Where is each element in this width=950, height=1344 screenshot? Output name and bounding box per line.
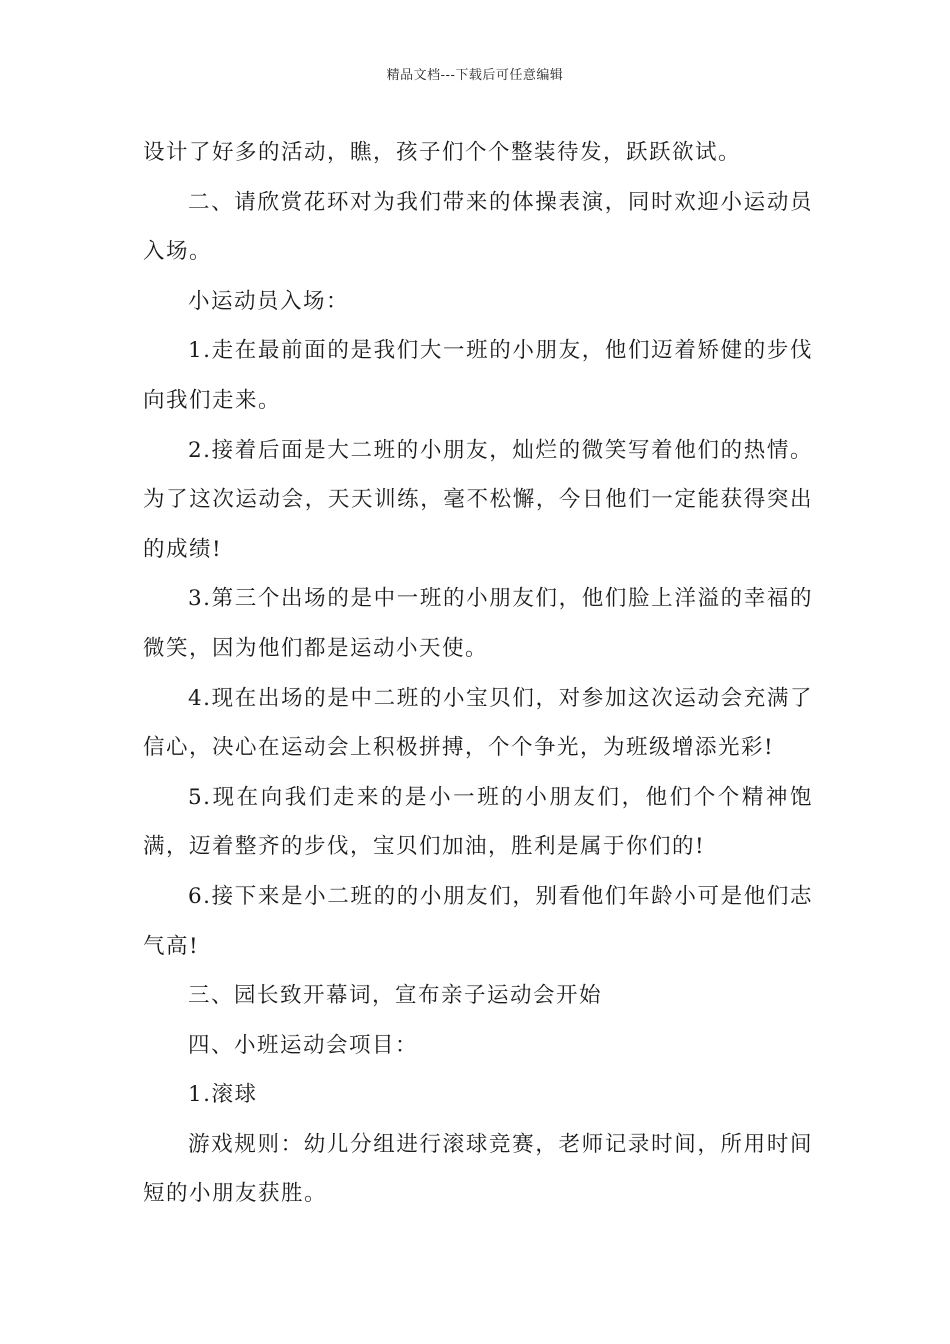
paragraph-item-2: 2.接着后面是大二班的小朋友，灿烂的微笑写着他们的热情。为了这次运动会，天天训练，毫不松懈，今日他们一定能获得突出的成绩! xyxy=(143,437,813,562)
paragraph-section-three: 三、园长致开幕词，宣布亲子运动会开始 xyxy=(188,983,603,1009)
document-body xyxy=(143,128,813,1219)
paragraph-item-3: 3.第三个出场的是中一班的小朋友们，他们脸上洋溢的幸福的微笑，因为他们都是运动小天使。 xyxy=(143,586,813,661)
paragraph-item-4: 4.现在出场的是中二班的小宝贝们，对参加这次运动会充满了信心，决心在运动会上积极拼搏，个个争光，为班级增添光彩! xyxy=(143,685,813,761)
paragraph-section-four: 四、小班运动会项目： xyxy=(188,1032,419,1058)
paragraph-game-rules: 游戏规则：幼儿分组进行滚球竞赛，老师记录时间，所用时间短的小朋友获胜。 xyxy=(143,1131,813,1207)
paragraph-section-two: 二、请欣赏花环对为我们带来的体操表演，同时欢迎小运动员入场。 xyxy=(143,189,813,265)
paragraph-continuation: 设计了好多的活动，瞧，孩子们个个整装待发，跃跃欲试。 xyxy=(143,140,742,165)
page-header: 精品文档---下载后可任意编辑 xyxy=(386,68,564,83)
paragraph-item-1: 1.走在最前面的是我们大一班的小朋友，他们迈着矫健的步伐向我们走来。 xyxy=(143,338,813,413)
paragraph-athletes-entry-heading: 小运动员入场： xyxy=(188,288,350,314)
paragraph-event-1-title: 1.滚球 xyxy=(188,1082,258,1108)
paragraph-item-6: 6.接下来是小二班的的小朋友们，别看他们年龄小可是他们志气高! xyxy=(143,883,813,959)
paragraph-item-5: 5.现在向我们走来的是小一班的小朋友们，他们个个精神饱满，迈着整齐的步伐，宝贝们加油，胜利是属于你们的! xyxy=(143,784,813,860)
